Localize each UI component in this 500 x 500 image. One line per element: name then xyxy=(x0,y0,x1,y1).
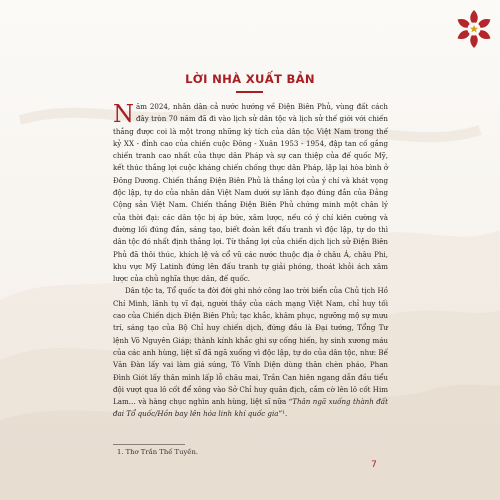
publisher-emblem-icon xyxy=(453,8,495,50)
footnote: 1. Thơ Trần Thế Tuyền. xyxy=(117,448,199,456)
paragraph-1 xyxy=(113,101,388,285)
paragraph-2 xyxy=(113,285,388,420)
page-heading: LỜI NHÀ XUẤT BẢN xyxy=(185,72,315,86)
footnote-divider xyxy=(113,444,185,445)
body-text xyxy=(113,101,388,421)
heading-underline xyxy=(236,91,263,93)
page-number: 7 xyxy=(371,460,377,470)
drop-cap: N xyxy=(113,100,134,128)
paragraph-2-text: Dân tộc ta, Tổ quốc ta đời đời ghi nhớ công lao trời biển của Chủ tịch Hồ Chí Minh, lãnh tụ vĩ đại, người thầy của cách mạng Việt Nam, chỉ huy tối cao của Chiến dịch Điện Biên Phủ; tạc khắc, khâm phục, ngưỡng mộ sự mưu trí, sáng tạo của Bộ Chỉ huy chiến dịch, đứng đầu là Đại tướng, Tổng Tư lệnh Võ Nguyên Giáp; thành kính khắc ghi sự cống hiến, hy sinh xương máu của các anh hùng, liệt sĩ đã ngã xuống vì độc lập, tự do của dân tộc, như: Bế Văn Đàn lấy vai làm giá súng, Tô Vĩnh Diện dùng thân chèn pháo, Phan Đình Giót lấy thân mình lấp lỗ châu mai, Trần Can hiên ngang dẫn đầu tiểu đội vượt qua lô cốt để xông vào Sở Chỉ huy quân địch, cắm cờ lên lô cốt Him Lam… và hàng chục nghìn anh hùng, liệt sĩ nữa “ xyxy=(113,286,388,407)
poem-quote: Thân ngã xuống thành đất đai Tổ quốc/Hồn bay lên hóa linh khí quốc gia xyxy=(113,397,388,419)
quote-closing: ”¹. xyxy=(278,409,288,419)
paragraph-1-text: ăm 2024, nhân dân cả nước hướng về Điện Biên Phủ, vùng đất cách đây tròn 70 năm đã đi vào lịch sử dân tộc và lịch sử thế giới với chiến thắng được coi là một trong những kỳ tích của dân tộc Việt Nam trong thế kỷ XX - đỉnh cao của chiến cuộc Đông - Xuân 1953 - 1954, đập tan cố gắng chiến tranh cao nhất của thực dân Pháp và sự can thiệp của đế quốc Mỹ, kết thúc thắng lợi cuộc kháng chiến chống thực dân Pháp, lập lại hòa bình ở Đông Dương. Chiến thắng Điện Biên Phủ là thắng lợi của ý chí và khát vọng độc lập, tự do của nhân dân Việt Nam dưới sự lãnh đạo đúng đắn của Đảng Cộng sản Việt Nam. Chiến thắng Điện Biên Phủ chứng minh một chân lý của thời đại: các dân tộc bị áp bức, xâm lược, nếu có ý chí kiên cường và đường lối đúng đắn, sáng tạo, biết đoàn kết đấu tranh vì độc lập, tự do thì dân tộc đó nhất định thắng lợi. Từ thắng lợi của chiến dịch lịch sử Điện Biên Phủ đã thôi thúc, khích lệ và cổ vũ các nước thuộc địa ở châu Á, châu Phi, khu vực Mỹ Latinh đứng lên đấu tranh tự giải phóng, thoát khỏi ách xâm lược của chủ nghĩa thực dân, đế quốc. xyxy=(113,102,388,284)
